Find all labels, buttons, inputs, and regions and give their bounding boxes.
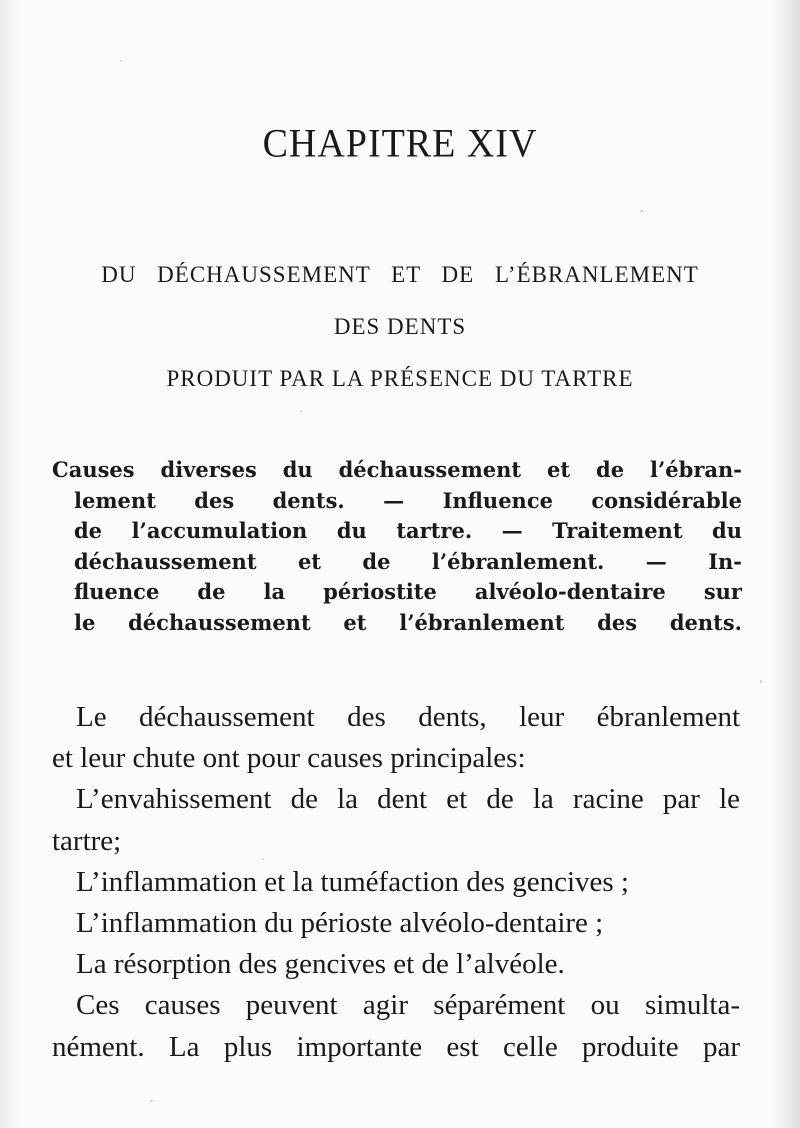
- body-line: nément. La plus importante est celle produite par: [52, 1030, 740, 1063]
- summary-line: fluence de la périostite alvéolo-dentaire sur: [74, 579, 742, 604]
- paper-speck: [150, 1100, 153, 1102]
- summary-line: Causes diverses du déchaussement et de l’ébran-: [52, 457, 742, 482]
- body-line: tartre;: [52, 824, 122, 857]
- paper-speck: [262, 858, 264, 860]
- summary-line: le déchaussement et l’ébranlement des dents.: [74, 609, 742, 635]
- paper-speck: [760, 680, 762, 683]
- paper-speck: [120, 60, 122, 62]
- summary-line: déchaussement et de l’ébranlement. — In-: [74, 548, 742, 574]
- chapter-title-line-3: PRODUIT PAR LA PRÉSENCE DU TARTRE: [166, 366, 634, 391]
- scan-edge-right: [774, 0, 800, 1128]
- body-line: L’inflammation du périoste alvéolo-dentaire ;: [76, 907, 604, 940]
- body-line: Ces causes peuvent agir séparément ou simulta-: [76, 989, 740, 1022]
- body-line: L’envahissement de la dent et de la racine par le: [76, 783, 740, 816]
- body-paragraphs: [52, 697, 740, 1068]
- paper-speck: [640, 210, 643, 212]
- chapter-summary: [52, 455, 742, 638]
- body-line: Le déchaussement des dents, leur ébranlement: [76, 701, 740, 733]
- scan-edge-left: [0, 0, 18, 1128]
- chapter-heading: CHAPITRE XIV: [262, 121, 538, 167]
- chapter-title-line-2: DES DENTS: [333, 314, 467, 339]
- summary-line: lement des dents. — Influence considérable: [74, 487, 742, 513]
- chapter-title-line-1: DU DÉCHAUSSEMENT ET DE L’ÉBRANLEMENT: [101, 262, 699, 287]
- summary-line: de l’accumulation du tartre. — Traitement du: [74, 518, 742, 543]
- body-line: L’inflammation et la tuméfaction des gencives ;: [76, 865, 629, 898]
- paper-speck: [300, 410, 302, 412]
- body-line: et leur chute ont pour causes principales:: [52, 742, 526, 775]
- body-line: La résorption des gencives et de l’alvéole.: [76, 948, 565, 981]
